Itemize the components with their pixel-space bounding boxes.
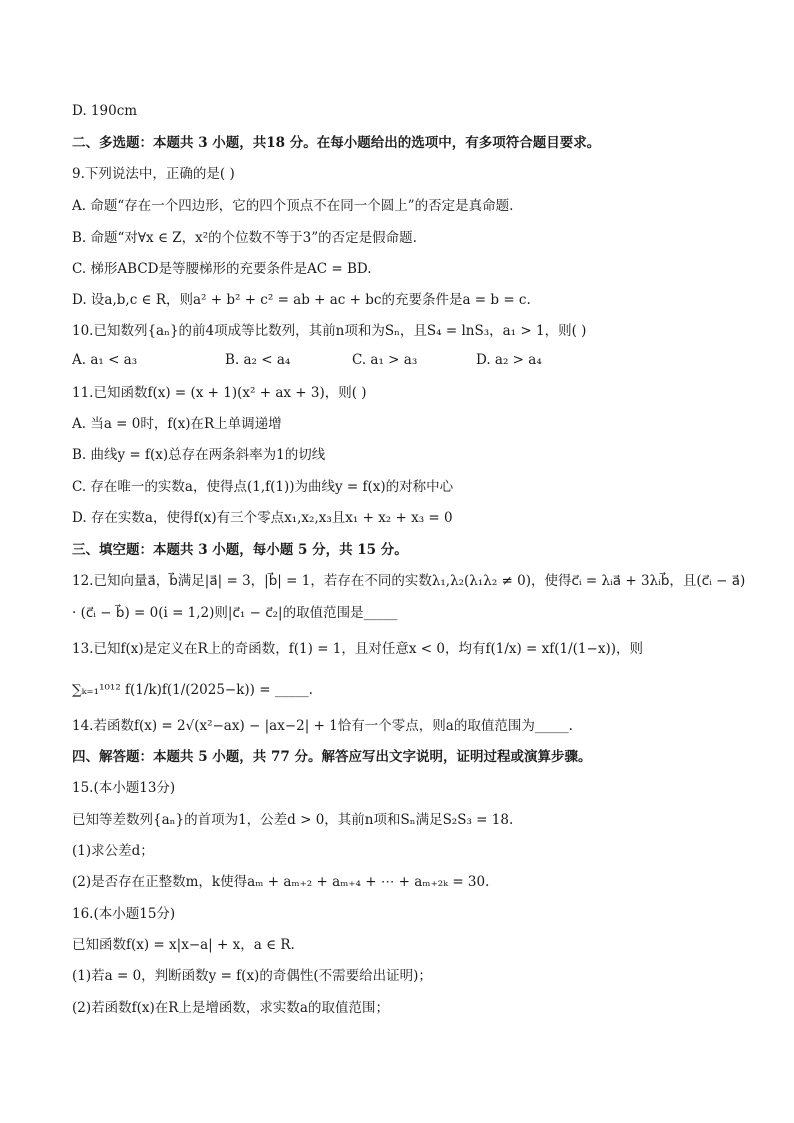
q13-stem-line2: ∑ₖ₌₁¹⁰¹² f(1/k)f(1/(2025−k)) = _____.	[72, 682, 313, 698]
section-multiple-choice-heading: 二、多选题：本题共 3 小题，共18 分。在每小题给出的选项中，有多项符合题目要求。	[72, 135, 601, 151]
q11-option-c: C. 存在唯一的实数a，使得点(1,f(1))为曲线y = f(x)的对称中心	[72, 479, 454, 495]
q9-option-c: C. 梯形ABCD是等腰梯形的充要条件是AC = BD.	[72, 261, 372, 277]
q15-part2: (2)是否存在正整数m，k使得aₘ + aₘ₊₂ + aₘ₊₄ + ⋯ + aₘ₊₂ₖ = 30.	[72, 874, 490, 890]
q11-option-b: B. 曲线y = f(x)总存在两条斜率为1的切线	[72, 447, 326, 463]
q15-header: 15.(本小题13分)	[72, 780, 176, 796]
q10-option-d: D. a₂ > a₄	[476, 352, 542, 368]
q16-header: 16.(本小题15分)	[72, 906, 176, 922]
q11-option-a: A. 当a = 0时，f(x)在R上单调递增	[72, 416, 282, 432]
q9-option-a: A. 命题“存在一个四边形，它的四个顶点不在同一个圆上”的否定是真命题.	[72, 198, 514, 214]
q10-option-b: B. a₂ < a₄	[225, 352, 291, 368]
section-fill-in-heading: 三、填空题：本题共 3 小题，每小题 5 分，共 15 分。	[72, 542, 408, 558]
q9-option-d: D. 设a,b,c ∈ R，则a² + b² + c² = ab + ac + bc的充要条件是a = b = c.	[72, 292, 531, 308]
q14-stem: 14.若函数f(x) = 2√(x²−ax) − |ax−2| + 1恰有一个零点，则a的取值范围为_____.	[72, 718, 573, 734]
q10-stem: 10.已知数列{aₙ}的前4项成等比数列，其前n项和为Sₙ，且S₄ = lnS₃，a₁ > 1，则( )	[72, 323, 587, 339]
q10-option-c: C. a₁ > a₃	[352, 352, 418, 368]
q12-stem-line2: · (c⃗ᵢ − b⃗) = 0(i = 1,2)则|c⃗₁ − c⃗₂|的取值范围是_____	[72, 605, 398, 621]
q13-stem-line1: 13.已知f(x)是定义在R上的奇函数，f(1) = 1，且对任意x < 0，均有f(1/x) = xf(1/(1−x))，则	[72, 641, 643, 657]
q9-option-b: B. 命题“对∀x ∈ Z，x²的个位数不等于3”的否定是假命题.	[72, 230, 417, 246]
q10-options	[72, 352, 732, 372]
q16-stem: 已知函数f(x) = x|x−a| + x，a ∈ R.	[72, 937, 295, 953]
q11-stem: 11.已知函数f(x) = (x + 1)(x² + ax + 3)，则( )	[72, 385, 367, 401]
q11-option-d: D. 存在实数a，使得f(x)有三个零点x₁,x₂,x₃且x₁ + x₂ + x₃ = 0	[72, 510, 453, 526]
q10-option-a: A. a₁ < a₃	[72, 352, 138, 368]
q16-part2: (2)若函数f(x)在R上是增函数，求实数a的取值范围；	[72, 1000, 389, 1016]
q9-stem: 9.下列说法中，正确的是( )	[72, 166, 235, 182]
q15-part1: (1)求公差d；	[72, 843, 154, 859]
section-solution-heading: 四、解答题：本题共 5 小题，共 77 分。解答应写出文字说明，证明过程或演算步骤。	[72, 749, 592, 765]
q15-stem: 已知等差数列{aₙ}的首项为1，公差d > 0，其前n项和Sₙ满足S₂S₃ = 18.	[72, 812, 514, 828]
q8-option-d: D. 190cm	[72, 103, 138, 119]
q16-part1: (1)若a = 0，判断函数y = f(x)的奇偶性(不需要给出证明)；	[72, 968, 432, 984]
q12-stem-line1: 12.已知向量a⃗，b⃗满足|a⃗| = 3，|b⃗| = 1，若存在不同的实数λ₁,λ₂(λ₁λ₂ ≠ 0)，使得c⃗ᵢ = λᵢa⃗ + 3λᵢb⃗，且(c⃗ᵢ − a⃗)	[72, 573, 746, 589]
